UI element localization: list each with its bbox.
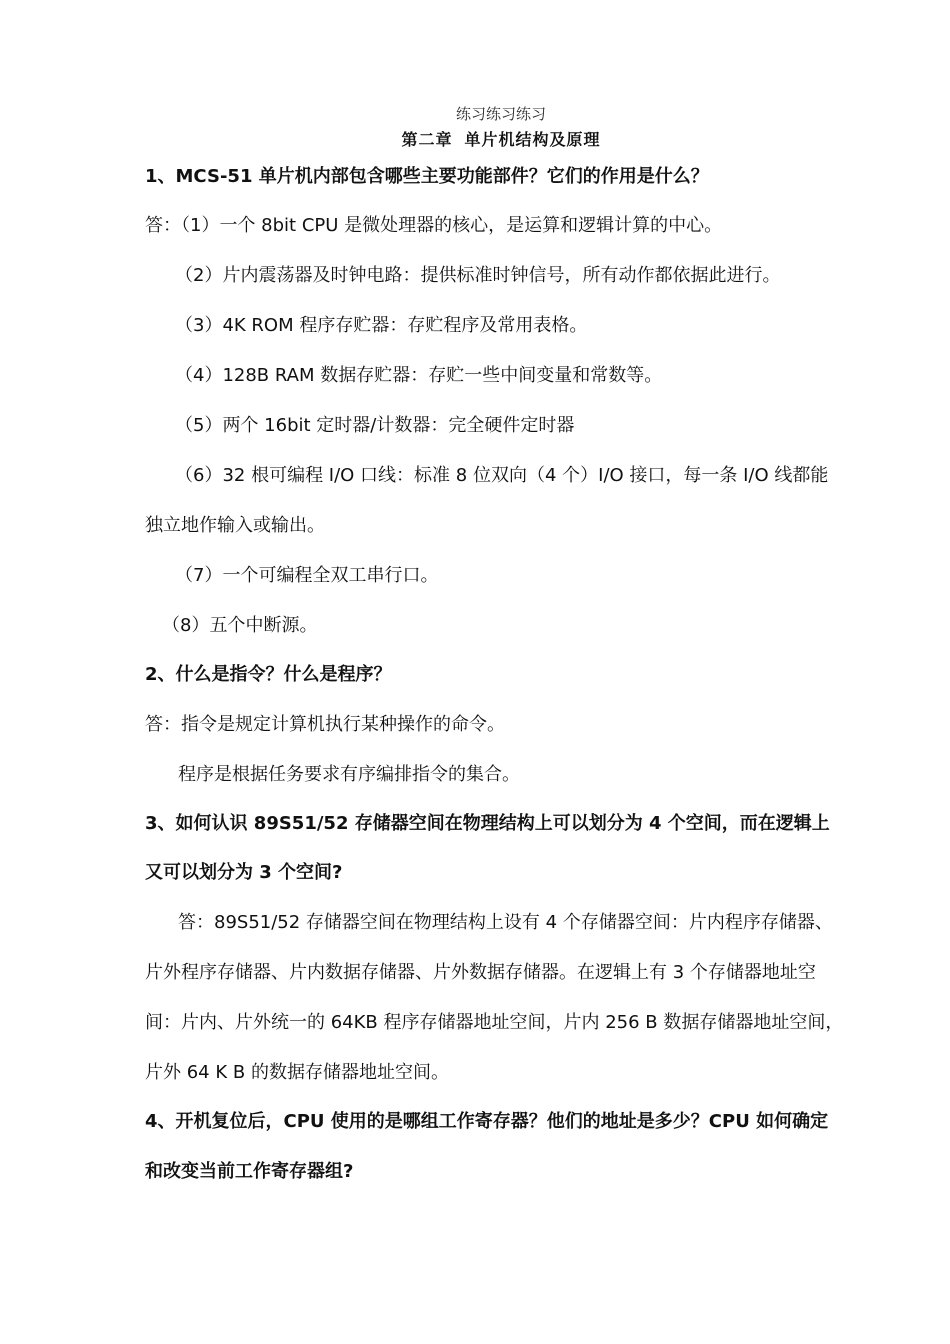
answer-1-line-7: （7）一个可编程全双工串行口。 xyxy=(175,565,439,586)
question-3-line-1: 3、如何认识 89S51/52 存储器空间在物理结构上可以划分为 4 个空间，而在逻辑上 xyxy=(145,813,830,834)
answer-1-line-6b: 独立地作输入或输出。 xyxy=(145,515,325,536)
question-4-line-2: 和改变当前工作寄存器组? xyxy=(145,1161,354,1182)
answer-2-line-2: 程序是根据任务要求有序编排指令的集合。 xyxy=(178,764,520,785)
question-2: 2、什么是指令？什么是程序？ xyxy=(145,664,392,685)
answer-1-line-5: （5）两个 16bit 定时器/计数器：完全硬件定时器 xyxy=(175,415,575,436)
answer-1-line-1: 答：（1）一个 8bit CPU 是微处理器的核心，是运算和逻辑计算的中心。 xyxy=(145,215,723,236)
answer-1-line-3: （3）4K ROM 程序存贮器：存贮程序及常用表格。 xyxy=(175,315,588,336)
chapter-name: 单片机结构及原理 xyxy=(464,130,601,149)
chapter-heading xyxy=(0,127,950,150)
answer-1-line-2: （2）片内震荡器及时钟电路：提供标准时钟信号，所有动作都依据此进行。 xyxy=(175,265,781,286)
answer-1-line-6a: （6）32 根可编程 I/O 口线：标准 8 位双向（4 个）I/O 接口，每一条 I/O 线都能 xyxy=(175,465,829,486)
answer-3-line-2: 片外程序存储器、片内数据存储器、片外数据存储器。在逻辑上有 3 个存储器地址空 xyxy=(145,962,816,983)
answer-1-line-4: （4）128B RAM 数据存贮器：存贮一些中间变量和常数等。 xyxy=(175,365,663,386)
question-1: 1、MCS-51 单片机内部包含哪些主要功能部件？它们的作用是什么？ xyxy=(145,166,709,187)
answer-1-line-8: （8）五个中断源。 xyxy=(162,615,318,636)
chapter-number: 第二章 xyxy=(401,130,453,149)
question-3-line-2: 又可以划分为 3 个空间? xyxy=(145,862,343,883)
answer-3-line-1: 答：89S51/52 存储器空间在物理结构上设有 4 个存储器空间：片内程序存储器、 xyxy=(178,912,833,933)
answer-3-line-4: 片外 64 K B 的数据存储器地址空间。 xyxy=(145,1062,449,1083)
page-header-title: 练习练习练习 xyxy=(455,105,546,123)
answer-3-line-3: 间：片内、片外统一的 64KB 程序存储器地址空间，片内 256 B 数据存储器地址空间， xyxy=(145,1012,844,1033)
answer-2-line-1: 答：指令是规定计算机执行某种操作的命令。 xyxy=(145,714,505,735)
question-4-line-1: 4、开机复位后，CPU 使用的是哪组工作寄存器？他们的地址是多少？CPU 如何确定 xyxy=(145,1111,829,1132)
